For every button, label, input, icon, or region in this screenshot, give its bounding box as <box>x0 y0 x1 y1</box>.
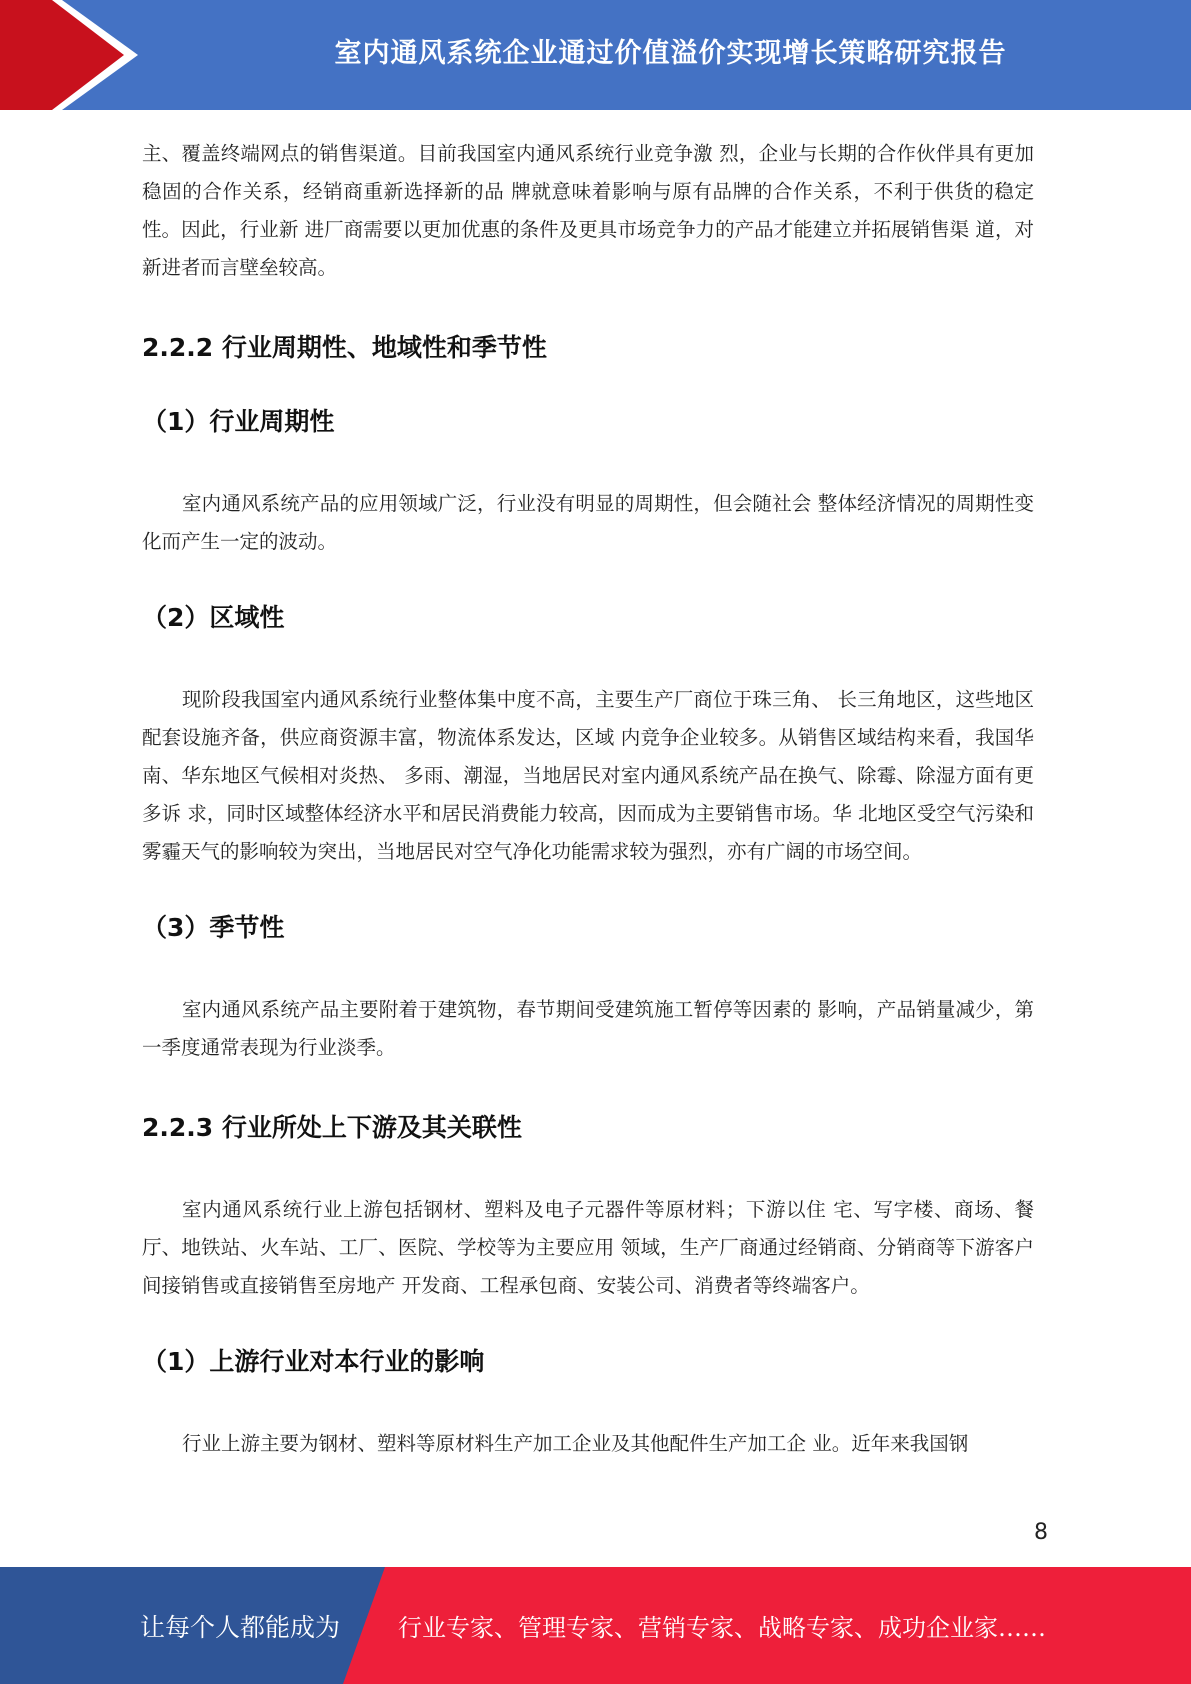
paragraph-cyclicality: 室内通风系统产品的应用领域广泛，行业没有明显的周期性，但会随社会 整体经济情况的周期性变化而产生一定的波动。 <box>142 492 1034 553</box>
header-banner <box>0 0 1191 110</box>
intro-paragraph: 主、覆盖终端网点的销售渠道。目前我国室内通风系统行业竞争激 烈，企业与长期的合作伙伴具有更加稳固的合作关系，经销商重新选择新的品 牌就意味着影响与原有品牌的合作关系，不利于供货的稳定性。因此，行业新 进厂商需要以更加优惠的条件及更具市场竞争力的产品才能建立并拓展销售渠 道，对新进者而言壁垒较高。 <box>142 142 1034 279</box>
paragraph-upstream-impact: 行业上游主要为钢材、塑料等原材料生产加工企业及其他配件生产加工企 业。近年来我国钢 <box>182 1432 969 1455</box>
document-body <box>142 135 1034 1463</box>
report-title: 室内通风系统企业通过价值溢价实现增长策略研究报告 <box>334 37 1007 69</box>
subsection-heading-seasonality: （3）季节性 <box>142 913 285 942</box>
paragraph-seasonality: 室内通风系统产品主要附着于建筑物，春节期间受建筑施工暂停等因素的 影响，产品销量减少，第一季度通常表现为行业淡季。 <box>142 998 1034 1059</box>
section-heading-2-2-3: 2.2.3 行业所处上下游及其关联性 <box>142 1113 522 1142</box>
paragraph-regionality: 现阶段我国室内通风系统行业整体集中度不高，主要生产厂商位于珠三角、 长三角地区，这些地区配套设施齐备，供应商资源丰富，物流体系发达，区域 内竞争企业较多。从销售区域结构来看，我国华南、华东地区气候相对炎热、 多雨、潮湿，当地居民对室内通风系统产品在换气、除霉、除湿方面有更多诉 求，同时区域整体经济水平和居民消费能力较高，因而成为主要销售市场。华 北地区受空气污染和雾霾天气的影响较为突出，当地居民对空气净化功能需求较为强烈，亦有广阔的市场空间。 <box>142 688 1034 863</box>
page-number: 8 <box>1034 1520 1048 1545</box>
paragraph-upstream-downstream: 室内通风系统行业上游包括钢材、塑料及电子元器件等原材料；下游以住 宅、写字楼、商场、餐厅、地铁站、火车站、工厂、医院、学校等为主要应用 领域，生产厂商通过经销商、分销商等下游客户间接销售或直接销售至房地产 开发商、工程承包商、安装公司、消费者等终端客户。 <box>142 1198 1034 1297</box>
section-heading-2-2-2: 2.2.2 行业周期性、地域性和季节性 <box>142 333 547 362</box>
subsection-heading-regionality: （2）区域性 <box>142 603 285 632</box>
footer-slogan-right: 行业专家、管理专家、营销专家、战略专家、成功企业家…… <box>398 1614 1046 1642</box>
subsection-heading-upstream-impact: （1）上游行业对本行业的影响 <box>142 1347 485 1376</box>
footer-slogan-left: 让每个人都能成为 <box>140 1612 341 1642</box>
header-arrow-icon <box>0 0 150 110</box>
subsection-heading-cyclicality: （1）行业周期性 <box>142 407 335 436</box>
footer-banner <box>0 1567 1191 1684</box>
